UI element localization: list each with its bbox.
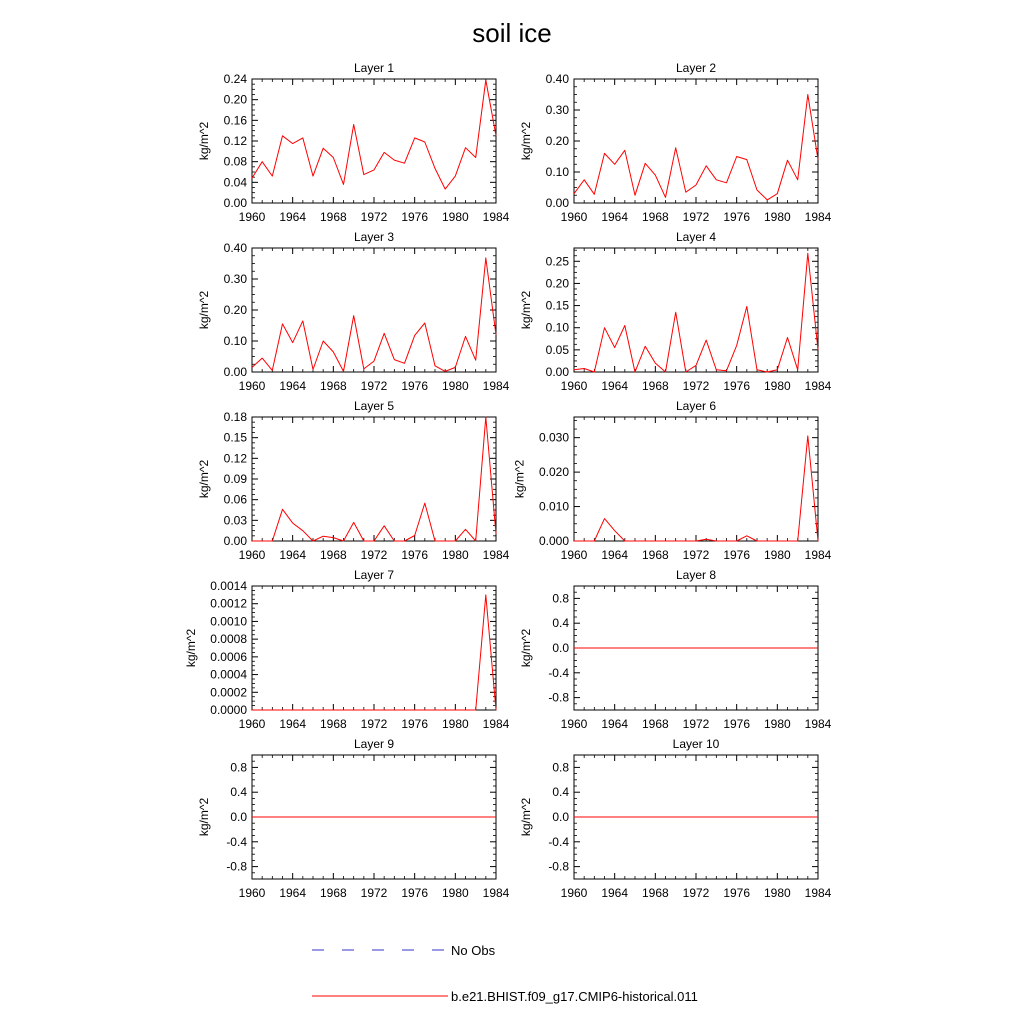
x-tick-label: 1960 [238,717,266,731]
plot-frame [574,248,818,372]
y-tick-label: 0.8 [230,760,247,775]
x-tick-label: 1968 [319,210,347,224]
panel-title: Layer 7 [353,568,395,582]
x-tick-label: 1984 [804,886,832,900]
panel-layer-7 [184,568,510,731]
y-tick-label: 0.16 [223,113,247,128]
x-tick-label: 1980 [763,886,791,900]
y-tick-label: 0.20 [223,303,247,317]
x-tick-label: 1972 [682,379,710,393]
y-tick-label: 0.12 [223,134,247,148]
y-tick-label: -0.4 [548,665,569,680]
y-axis-label: kg/m^2 [197,121,212,161]
x-tick-label: 1960 [560,210,588,224]
plot-frame [574,417,818,541]
panel-layer-8 [519,568,831,731]
series-line-model [574,436,818,541]
x-tick-label: 1960 [238,210,266,224]
y-tick-label: 0.030 [538,430,569,445]
y-tick-label: 0.06 [223,492,247,507]
y-tick-label: 0.40 [223,241,247,255]
x-tick-label: 1976 [723,548,751,562]
panel-title: Layer 3 [353,230,395,244]
x-tick-label: 1980 [441,717,469,731]
x-tick-label: 1968 [319,886,347,900]
y-tick-label: 0.08 [223,154,247,169]
x-tick-label: 1972 [360,210,388,224]
x-tick-label: 1984 [482,717,510,731]
y-tick-label: 0.12 [223,451,247,466]
panel-layer-6 [513,399,832,562]
x-tick-label: 1960 [560,886,588,900]
x-tick-label: 1960 [238,886,266,900]
x-tick-label: 1976 [401,379,429,393]
series-line-model [252,595,496,710]
panel-title: Layer 1 [353,61,395,75]
x-tick-label: 1976 [401,717,429,731]
y-tick-label: 0.00 [223,196,247,210]
x-tick-label: 1980 [763,210,791,224]
y-tick-label: -0.8 [548,859,569,874]
x-tick-label: 1964 [601,210,629,224]
x-tick-label: 1972 [360,886,388,900]
x-tick-label: 1964 [279,210,307,224]
panel-title: Layer 6 [675,399,717,413]
y-axis-label: kg/m^2 [519,628,534,668]
y-tick-label: 0.25 [545,254,569,269]
y-axis-label: kg/m^2 [519,121,534,161]
series-line-model [574,253,818,372]
x-tick-label: 1964 [601,717,629,731]
x-tick-label: 1964 [279,548,307,562]
y-tick-label: 0.20 [545,276,569,291]
panels-container [184,61,832,900]
panel-layer-3 [197,230,509,393]
y-tick-label: 0.0000 [210,703,247,717]
y-tick-label: -0.4 [226,834,247,849]
x-tick-label: 1968 [641,717,669,731]
y-tick-label: 0.0004 [210,667,247,682]
x-tick-label: 1972 [360,548,388,562]
panel-title: Layer 5 [353,399,395,413]
y-axis-label: kg/m^2 [197,459,212,499]
y-tick-label: 0.0006 [210,649,247,664]
y-tick-label: 0.00 [223,534,247,548]
x-tick-label: 1984 [482,210,510,224]
y-tick-label: 0.0014 [210,579,247,593]
y-tick-label: 0.20 [223,92,247,107]
y-axis-label: kg/m^2 [512,459,527,499]
x-tick-label: 1976 [401,886,429,900]
x-tick-label: 1968 [641,379,669,393]
y-tick-label: 0.010 [538,499,569,514]
x-tick-label: 1976 [723,379,751,393]
y-tick-label: 0.20 [545,134,569,148]
x-tick-label: 1976 [723,210,751,224]
y-tick-label: 0.4 [552,616,569,631]
x-tick-label: 1984 [804,210,832,224]
x-tick-label: 1964 [601,379,629,393]
y-tick-label: 0.10 [223,334,247,348]
x-tick-label: 1984 [482,379,510,393]
x-tick-label: 1960 [560,548,588,562]
x-tick-label: 1984 [482,548,510,562]
y-tick-label: 0.30 [223,272,247,286]
y-tick-label: 0.30 [545,103,569,117]
panel-title: Layer 8 [675,568,717,582]
x-tick-label: 1972 [682,886,710,900]
y-tick-label: 0.8 [552,760,569,775]
x-tick-label: 1984 [804,548,832,562]
x-tick-label: 1976 [401,210,429,224]
x-tick-label: 1980 [441,548,469,562]
x-tick-label: 1964 [279,379,307,393]
x-tick-label: 1960 [238,548,266,562]
y-tick-label: -0.8 [226,859,247,874]
panel-title: Layer 10 [672,737,720,751]
y-tick-label: 0.15 [545,298,569,313]
x-tick-label: 1968 [319,548,347,562]
y-tick-label: 0.000 [538,534,569,548]
y-tick-label: 0.03 [223,513,247,528]
x-tick-label: 1964 [279,886,307,900]
y-tick-label: 0.4 [552,785,569,800]
x-tick-label: 1960 [238,379,266,393]
panel-layer-9 [197,737,509,900]
y-tick-label: 0.0 [552,810,569,824]
y-tick-label: 0.15 [223,430,247,445]
y-axis-label: kg/m^2 [183,628,198,668]
panel-title: Layer 2 [675,61,717,75]
x-tick-label: 1964 [601,886,629,900]
x-tick-label: 1976 [723,886,751,900]
y-tick-label: 0.10 [545,320,569,335]
x-tick-label: 1972 [682,210,710,224]
y-tick-label: 0.05 [545,342,569,357]
panel-layer-5 [197,399,509,562]
y-tick-label: 0.0008 [210,632,247,647]
panel-layer-1 [197,61,509,224]
plot-frame [252,586,496,710]
plot-frame [252,417,496,541]
x-tick-label: 1980 [441,210,469,224]
x-tick-label: 1968 [319,717,347,731]
series-line-model [252,258,496,372]
y-tick-label: 0.4 [230,785,247,800]
x-tick-label: 1968 [319,379,347,393]
x-tick-label: 1984 [804,379,832,393]
y-axis-label: kg/m^2 [197,797,212,837]
x-tick-label: 1964 [601,548,629,562]
series-line-model [574,95,818,200]
x-tick-label: 1960 [560,717,588,731]
panel-layer-2 [519,61,831,224]
y-tick-label: -0.8 [548,690,569,705]
series-line-model [252,417,496,541]
legend-label-model: b.e21.BHIST.f09_g17.CMIP6-historical.011 [451,989,698,1004]
x-tick-label: 1980 [441,886,469,900]
x-tick-label: 1980 [763,717,791,731]
legend [312,943,698,1004]
y-tick-label: 0.09 [223,472,247,486]
y-axis-label: kg/m^2 [519,290,534,330]
x-tick-label: 1976 [723,717,751,731]
y-tick-label: 0.00 [545,196,569,210]
y-tick-label: 0.0 [230,810,247,824]
x-tick-label: 1964 [279,717,307,731]
panel-title: Layer 4 [675,230,717,244]
y-tick-label: 0.8 [552,591,569,606]
x-tick-label: 1972 [682,548,710,562]
x-tick-label: 1968 [641,886,669,900]
x-tick-label: 1976 [401,548,429,562]
y-tick-label: 0.00 [223,365,247,379]
y-tick-label: 0.24 [223,72,247,86]
y-tick-label: 0.020 [538,465,569,480]
x-tick-label: 1972 [360,717,388,731]
x-tick-label: 1968 [641,548,669,562]
x-tick-label: 1972 [360,379,388,393]
x-tick-label: 1972 [682,717,710,731]
series-line-model [252,80,496,189]
y-tick-label: 0.0002 [210,685,247,700]
x-tick-label: 1984 [482,886,510,900]
y-tick-label: -0.4 [548,834,569,849]
x-tick-label: 1980 [441,379,469,393]
y-axis-label: kg/m^2 [519,797,534,837]
y-tick-label: 0.00 [545,365,569,379]
panel-title: Layer 9 [353,737,395,751]
y-axis-label: kg/m^2 [197,290,212,330]
y-tick-label: 0.10 [545,165,569,179]
y-tick-label: 0.0010 [210,614,247,629]
y-tick-label: 0.04 [223,175,247,190]
y-tick-label: 0.18 [223,410,247,424]
y-tick-label: 0.0012 [210,596,247,611]
x-tick-label: 1968 [641,210,669,224]
y-tick-label: 0.0 [552,641,569,655]
panel-layer-4 [519,230,831,393]
y-tick-label: 0.40 [545,72,569,86]
x-tick-label: 1984 [804,717,832,731]
x-tick-label: 1980 [763,379,791,393]
x-tick-label: 1960 [560,379,588,393]
panel-layer-10 [519,737,831,900]
x-tick-label: 1980 [763,548,791,562]
figure-title: soil ice [472,18,552,48]
legend-label-no-obs: No Obs [451,943,496,958]
